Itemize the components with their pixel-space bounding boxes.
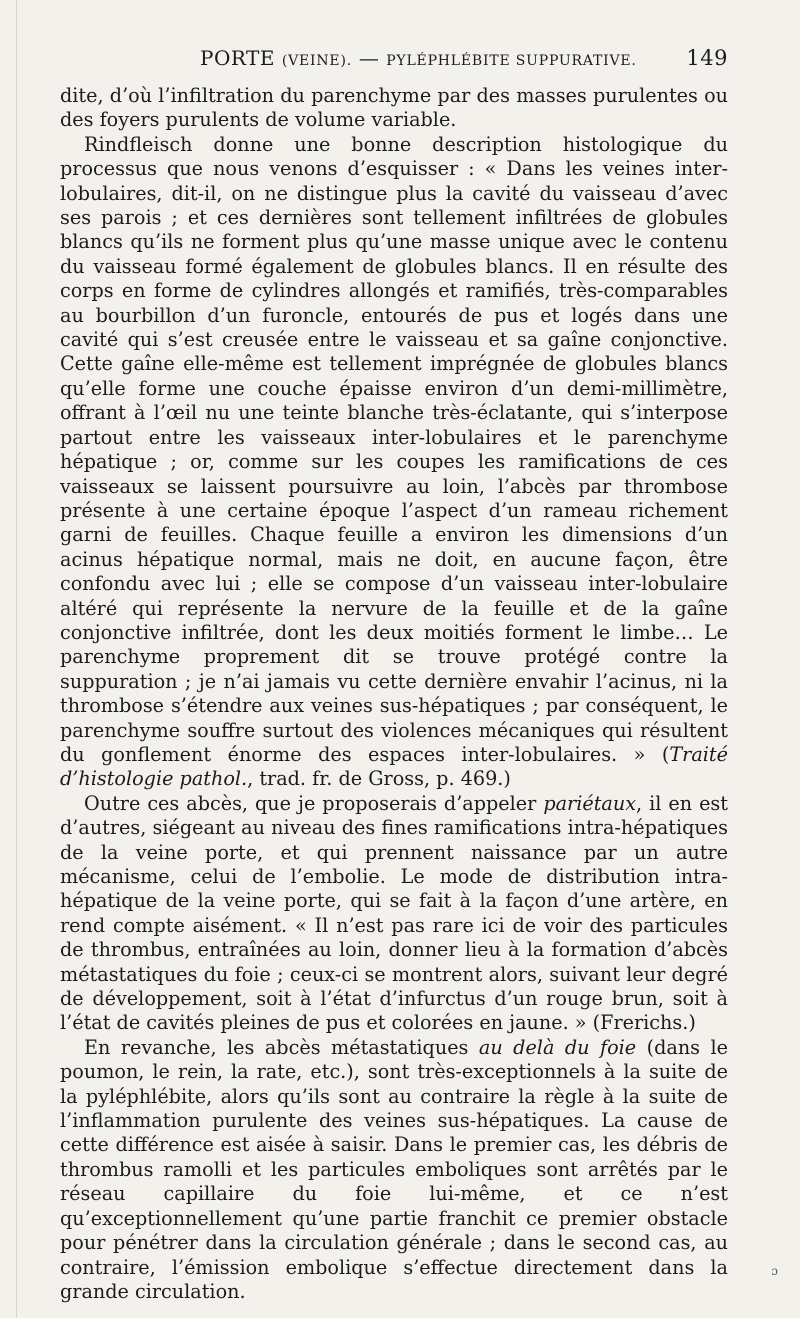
- paragraph-2: [60, 133, 728, 792]
- title-sub: PYLÉPHLÉBITE SUPPURATIVE.: [386, 53, 637, 69]
- page-edge-rule: [16, 0, 17, 1318]
- paragraph-1-text: dite, d’où l’infiltration du parenchyme par des masses purulentes ou des foyers purulents de volume variable.: [60, 84, 728, 132]
- paragraph-1: [60, 84, 728, 133]
- running-title: [200, 46, 637, 70]
- page-number: 149: [686, 46, 728, 70]
- paragraph-2-text-before: Rindfleisch donne une bonne description histologique du processus que nous venons d’esquisser : « Dans les veines inter-lobulaires, dit-il, on ne distingue plus la cavité du vaisseau d’avec ses parois ; et ces dernières sont tellement infiltrées de globules blancs qu’ils ne forment plus qu’une masse unique avec le contenu du vaisseau formé également de globules blancs. Il en résulte des corps en forme de cylindres allongés et ramifiés, très-comparables au bourbillon d’un furoncle, entourés de pus et logés dans une cavité qui s’est creusée entre le vaisseau et sa gaîne conjonctive. Cette gaîne elle-même est tellement imprégnée de globules blancs qu’elle forme une couche épaisse environ d’un demi-millimètre, offrant à l’œil nu une teinte blanche très-éclatante, qui s’interpose partout entre les vaisseaux inter-lobulaires et le parenchyme hépatique ; or, comme sur les coupes les ramifications de ces vaisseaux se laissent poursuivre au loin, l’abcès par thrombose présente à une certaine époque l’aspect d’un rameau richement garni de feuilles. Chaque feuille a environ les dimensions d’un acinus hépatique normal, mais ne doit, en aucune façon, être confondu avec lui ; elle se compose d’un vaisseau inter-lobulaire altéré qui représente la nervure de la feuille et de la gaîne conjonctive infiltrée, dont les deux moitiés forment le limbe… Le parenchyme proprement dit se trouve protégé contre la suppuration ; je n’ai jamais vu cette dernière envahir l’acinus, ni la thrombose s’étendre aux veines sus-hépatiques ; par conséquent, le parenchyme souffre surtout des violences mécaniques qui résultent du gonflement énorme des espaces inter-lobulaires. » (: [60, 132, 728, 766]
- paragraph-4-text-after: (dans le poumon, le rein, la rate, etc.), sont très-exceptionnels à la suite de la pyléphlébite, alors qu’ils sont au contraire la règle à la suite de l’inflammation purulente des veines sus-hépatiques. La cause de cette différence est aisée à saisir. Dans le premier cas, les débris de thrombus ramolli et les particules emboliques sont arrêtés par le réseau capillaire du foie lui-même, et ce n’est qu’exceptionnellement qu’une partie franchit ce premier obstacle pour pénétrer dans la circulation générale ; dans le second cas, au contraire, l’émission embolique s’effectue directement dans la grande circulation.: [60, 1035, 729, 1303]
- corner-mark: ɔ: [771, 1264, 778, 1278]
- body-text: [60, 84, 728, 1304]
- running-header: [60, 46, 728, 76]
- paragraph-4: [60, 1036, 728, 1304]
- paragraph-2-citation-title: Traité d’histologie pathol.: [60, 742, 728, 791]
- paragraph-2-text-after: , trad. fr. de Gross, p. 469.): [247, 767, 511, 791]
- paragraph-4-text-before: En revanche, les abcès métastatiques: [84, 1035, 479, 1059]
- paragraph-3: [60, 792, 728, 1036]
- title-main: PORTE: [200, 46, 275, 70]
- paragraph-3-text-after: , il en est d’autres, siégeant au niveau des fines ramifications intra-hépatiques de la veine porte, et qui prennent naissance par un autre mécanisme, celui de l’embolie. Le mode de distribution intra-hépatique de la veine porte, qui se fait à la façon d’une artère, en rend compte aisément. « Il n’est pas rare ici de voir des particules de thrombus, entraînées au loin, donner lieu à la formation d’abcès métastatiques du foie ; ceux-ci se montrent alors, suivant leur degré de développement, soit à l’état d’infurctus d’un rouge brun, soit à l’état de cavités pleines de pus et colorées en jaune. » (Frerichs.): [60, 791, 728, 1035]
- paragraph-3-text-before: Outre ces abcès, que je proposerais d’appeler: [84, 791, 544, 815]
- title-dash: —: [351, 46, 387, 70]
- paragraph-3-italic-term: pariétaux: [543, 791, 637, 815]
- paragraph-4-italic-term: au delà du foie: [478, 1035, 637, 1059]
- title-paren: (VEINE).: [281, 53, 352, 69]
